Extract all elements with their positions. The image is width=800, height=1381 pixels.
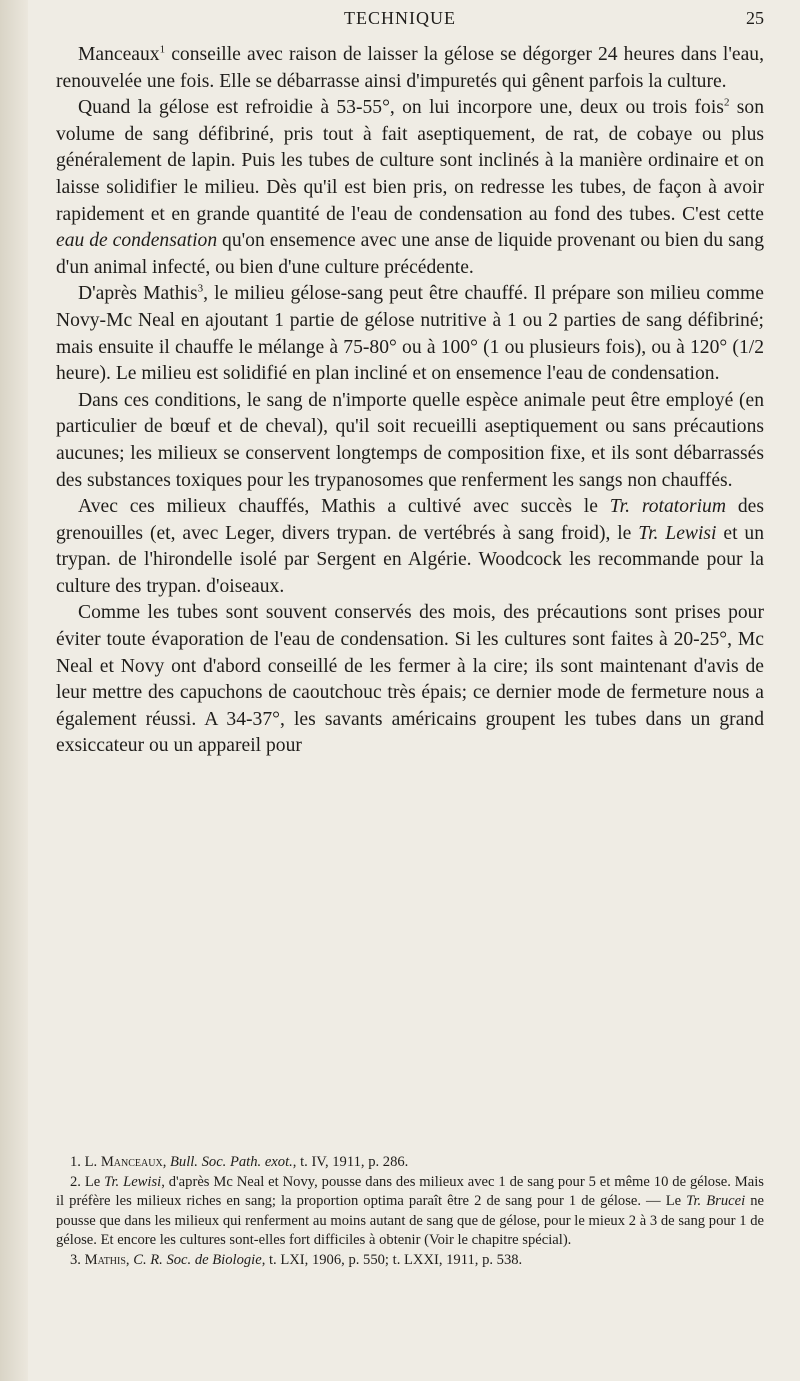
paragraph-text: des grenouilles (et, avec Leger, divers trypan. de vertébrés à sang froid), le	[56, 496, 764, 544]
footnote-text: , d'après Mc Neal et Novy, pousse dans des milieux avec 1 de sang pour 5 et même 10 de gélose. Mais il préfère les milieux riches en sang; la proportion optima paraît être 2 de sang pour 1 de gélose. — Le	[56, 1173, 764, 1210]
footnote-number: 3.	[70, 1251, 81, 1268]
species-name: Tr. Lewisi	[638, 522, 717, 544]
footnote-ref: 3	[197, 282, 204, 295]
species-name: Tr. rotatorium	[609, 496, 727, 518]
footnote-ref: 1	[159, 43, 166, 56]
paragraph-milieux-chauffes	[56, 494, 764, 600]
paragraph-text: Quand la gélose est refroidie à 53-55°, on lui incorpore une, deux ou trois fois	[78, 97, 724, 119]
footnote-text: , t. IV, 1911, p. 286.	[292, 1154, 409, 1170]
species-name: Tr. Brucei	[686, 1193, 746, 1210]
paragraph-text: Dans ces conditions, le sang de n'importe quelle espèce animale peut être employé (en particulier de bœuf et de cheval), qu'il soit recueilli aseptiquement ou sans précautions aucunes; les milieux se conservent longtemps de composition fixe, et ils sont débarrassés des substances toxiques pour les trypanosomes que renferment les sangs non chauffés.	[56, 389, 764, 491]
page-header	[0, 8, 800, 36]
paragraph-text: son volume de sang défibriné, pris tout à fait aseptiquement, de rat, de cobaye ou plus généralement de lapin. Puis les tubes de culture sont inclinés à la manière ordinaire et on laisse solidifier le milieu. Dès qu'il est bien pris, on redresse les tubes, de façon à avoir rapidement et en grande quantité de l'eau de condensation au fond des tubes. C'est cette	[56, 97, 764, 225]
paragraph-conservation	[56, 600, 764, 760]
footnote-author: L. Manceaux	[84, 1154, 163, 1170]
paragraph-text: , le milieu gélose-sang peut être chauffé. Il prépare son milieu comme Novy-Mc Neal en ajoutant 1 partie de gélose nutritive à 1 ou 2 parties de sang défibriné; mais ensuite il chauffe le mélange à 75-80° ou à 100° (1 ou plusieurs fois), ou à 120° (1/2 heure). Le milieu est solidifié en plan incliné et on ensemence l'eau de condensation.	[56, 283, 764, 385]
footnote-author: Mathis	[84, 1251, 126, 1268]
body-text	[56, 42, 764, 760]
page-binding-shadow	[0, 0, 28, 1381]
paragraph-text: Comme les tubes sont souvent conservés des mois, des précautions sont prises pour éviter toute évaporation de l'eau de condensation. Si les cultures sont faites à 20-25°, Mc Neal et Novy ont d'abord conseillé de les fermer à la cire; ils sont maintenant d'avis de leur mettre des capuchons de caoutchouc très épais; ce dernier mode de fermeture nous a également réussi. A 34-37°, les savants américains groupent les tubes dans un grand exsiccateur ou un appareil pour	[56, 602, 764, 757]
footnote-journal: Bull. Soc. Path. exot.	[169, 1154, 293, 1170]
paragraph-manceaux	[56, 42, 764, 95]
footnote-3: 3. Mathis, C. R. Soc. de Biologie, t. LXI, 1906, p. 550; t. LXXI, 1911, p. 538.	[70, 1251, 523, 1268]
footnote-ref: 2	[723, 96, 730, 109]
footnote-number: 2.	[70, 1173, 81, 1190]
paragraph-text: et un trypan. de l'hirondelle isolé par Sergent en Algérie. Woodcock les recommande pour la culture des trypan. d'oiseaux.	[56, 522, 764, 597]
paragraph-text: Manceaux	[78, 44, 160, 65]
footnote-1: 1. L. Manceaux, Bull. Soc. Path. exot., t. IV, 1911, p. 286.	[70, 1154, 409, 1170]
footnote-journal: C. R. Soc. de Biologie	[133, 1251, 262, 1268]
footnote-text: , t. LXI, 1906, p. 550; t. LXXI, 1911, p. 538.	[261, 1251, 523, 1268]
paragraph-text: conseille avec raison de laisser la gélose se dégorger 24 heures dans l'eau, renouvelée une fois. Elle se débarrasse ainsi d'impuretés qui gênent parfois la culture.	[56, 44, 764, 92]
species-name: Tr. Lewisi	[104, 1173, 162, 1190]
footnote-number: 1.	[70, 1154, 81, 1170]
footnote-text: ne pousse que dans les milieux qui renferment au moins autant de sang que de gélose, pour le mieux 2 à 3 de sang pour 1 de gélose. Et encore les cultures sont-elles fort difficiles à obtenir (Voir le chapitre spécial).	[56, 1193, 764, 1249]
emphasis-text: eau de condensation	[56, 230, 218, 252]
footnotes	[56, 1153, 764, 1271]
paragraph-gelose	[56, 95, 764, 281]
running-head: TECHNIQUE	[344, 8, 456, 28]
paragraph-text: Avec ces milieux chauffés, Mathis a cultivé avec succès le	[78, 496, 610, 518]
paragraph-text: D'après Mathis	[78, 283, 198, 305]
paragraph-text: qu'on ensemence avec une anse de liquide provenant ou bien du sang d'un animal infecté, ou bien d'une culture précédente.	[56, 230, 764, 278]
footnote-text: Le	[84, 1173, 105, 1190]
page-number: 25	[746, 8, 764, 28]
paragraph-mathis	[56, 281, 764, 387]
paragraph-conditions	[56, 388, 764, 494]
footnote-2	[56, 1173, 764, 1251]
